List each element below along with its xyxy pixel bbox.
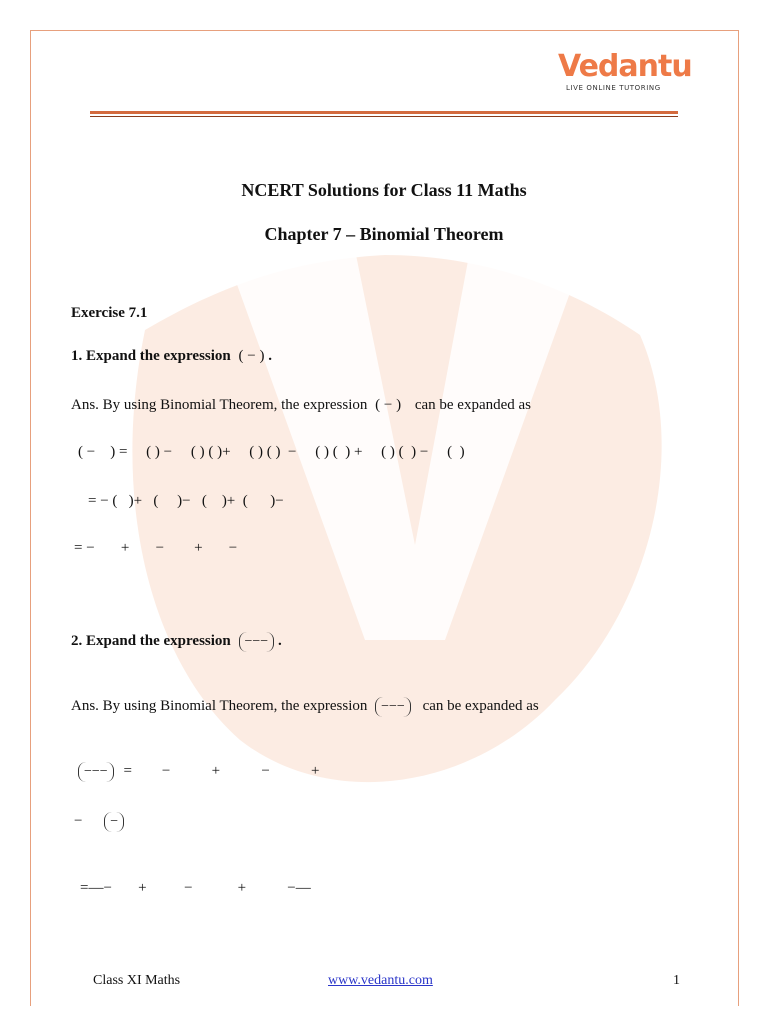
q2-ans-prefix: Ans. By using Binomial Theorem, the expression	[71, 698, 368, 714]
footer-left: Class XI Maths	[93, 973, 181, 988]
page-title: NCERT Solutions for Class 11 Maths	[241, 180, 527, 200]
q1-ans-expr: ( − )	[375, 397, 402, 413]
page-number: 1	[673, 973, 680, 988]
q1-ans-prefix: Ans. By using Binomial Theorem, the expression	[71, 397, 368, 413]
vedantu-website-link[interactable]: www.vedantu.com	[328, 973, 433, 988]
chapter-title: Chapter 7 – Binomial Theorem	[264, 224, 504, 244]
vedantu-logo[interactable]	[558, 49, 692, 92]
q2-line2-bracket: −	[104, 812, 124, 832]
q1-expansion-line3: = − + − + −	[74, 540, 238, 556]
q1-question: 1. Expand the expression ( − ) .	[71, 348, 272, 364]
logo-tagline: LIVE ONLINE TUTORING	[566, 84, 661, 92]
q1-ans-suffix: can be expanded as	[414, 397, 532, 413]
q2-expansion-line1	[78, 762, 320, 782]
logo-text: Vedantu	[558, 49, 692, 84]
q2-answer-intro	[71, 697, 539, 717]
q2-expansion-line3: =—− + − + −—	[80, 880, 311, 896]
footer-link[interactable]	[328, 973, 433, 989]
q1-expansion-line2: = − ( )+ ( )− ( )+ ( )−	[88, 493, 284, 509]
q2-ans-expr: −−−	[375, 697, 411, 717]
q2-question-expr: −−−	[239, 632, 275, 652]
q1-expansion-line1: ( − ) = ( ) − ( ) ( )+ ( ) ( ) − ( ) ( ) + ( ) ( ) − ( )	[78, 444, 465, 460]
q2-ans-suffix: can be expanded as	[422, 698, 539, 714]
header-rule	[90, 111, 678, 114]
exercise-label: Exercise 7.1	[71, 305, 148, 321]
header-rule-thin	[90, 116, 678, 117]
q2-expansion-line2	[74, 812, 124, 832]
q2-question: 2. Expand the expression −−− .	[71, 632, 282, 652]
q2-question-text: 2. Expand the expression	[71, 633, 231, 649]
q2-line1-first: −−−	[78, 762, 114, 782]
q1-question-text: 1. Expand the expression	[71, 348, 231, 364]
q2-line1-rest: = − + − +	[123, 763, 320, 779]
q1-answer-intro	[71, 397, 531, 414]
q2-line2-sign: −	[74, 813, 83, 829]
q1-question-expr: ( − )	[238, 348, 265, 364]
